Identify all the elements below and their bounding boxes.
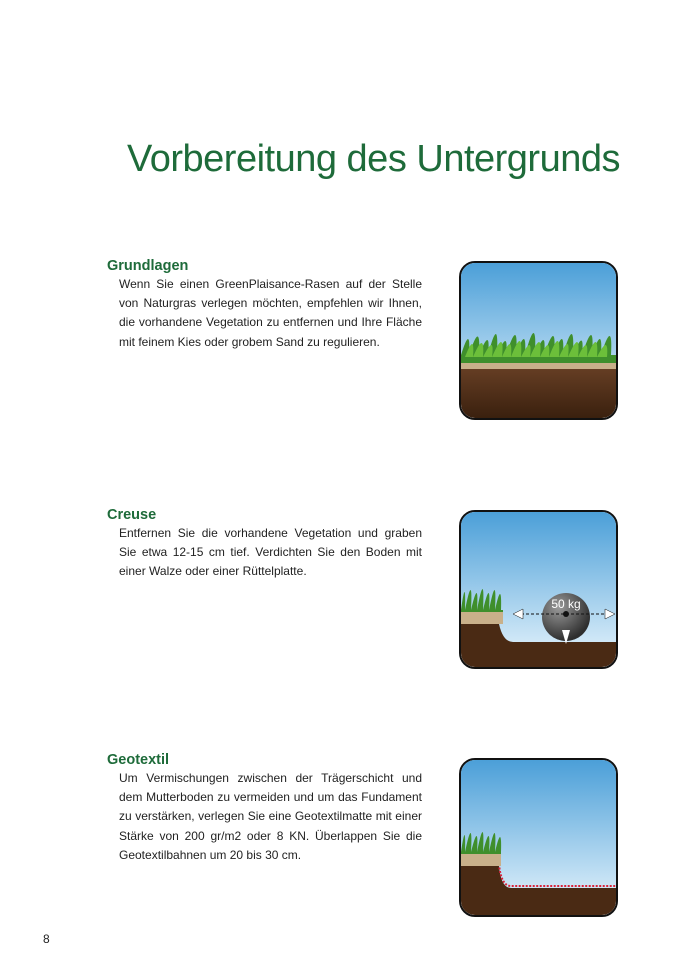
weight-label: 50 kg [551,597,581,611]
section-heading: Creuse [107,507,157,523]
illustration-geotextile [459,758,618,917]
page-number: 8 [43,932,50,946]
page-title: Vorbereitung des Untergrunds [127,138,620,180]
section-body: Wenn Sie einen GreenPlaisance-Rasen auf der Stelle von Naturgras verlegen möchten, empfehlen wir Ihnen, die vorhandene Vegetation zu entfernen und Ihre Fläche mit feinem Kies oder grobem Sand zu regulieren. [119,277,422,349]
section-heading: Geotextil [107,752,170,768]
section-body: Entfernen Sie die vorhandene Vegetation und graben Sie etwa 12-15 cm tief. Verdichten Sie den Boden mit einer Walze oder einer Rüttelplatte. [119,526,422,579]
section-heading: Grundlagen [107,258,189,274]
illustration-lawn [459,261,618,420]
section-body: Um Vermischungen zwischen der Trägerschicht und dem Mutterboden zu vermeiden und um das Fundament zu verstärken, verlegen Sie eine Geotextilmatte mit einer Stärke von 200 gr/m2 oder 8 KN. Überlappen Sie die Geotextilbahnen um 20 bis 30 cm. [119,771,422,862]
illustration-compaction [459,510,618,669]
